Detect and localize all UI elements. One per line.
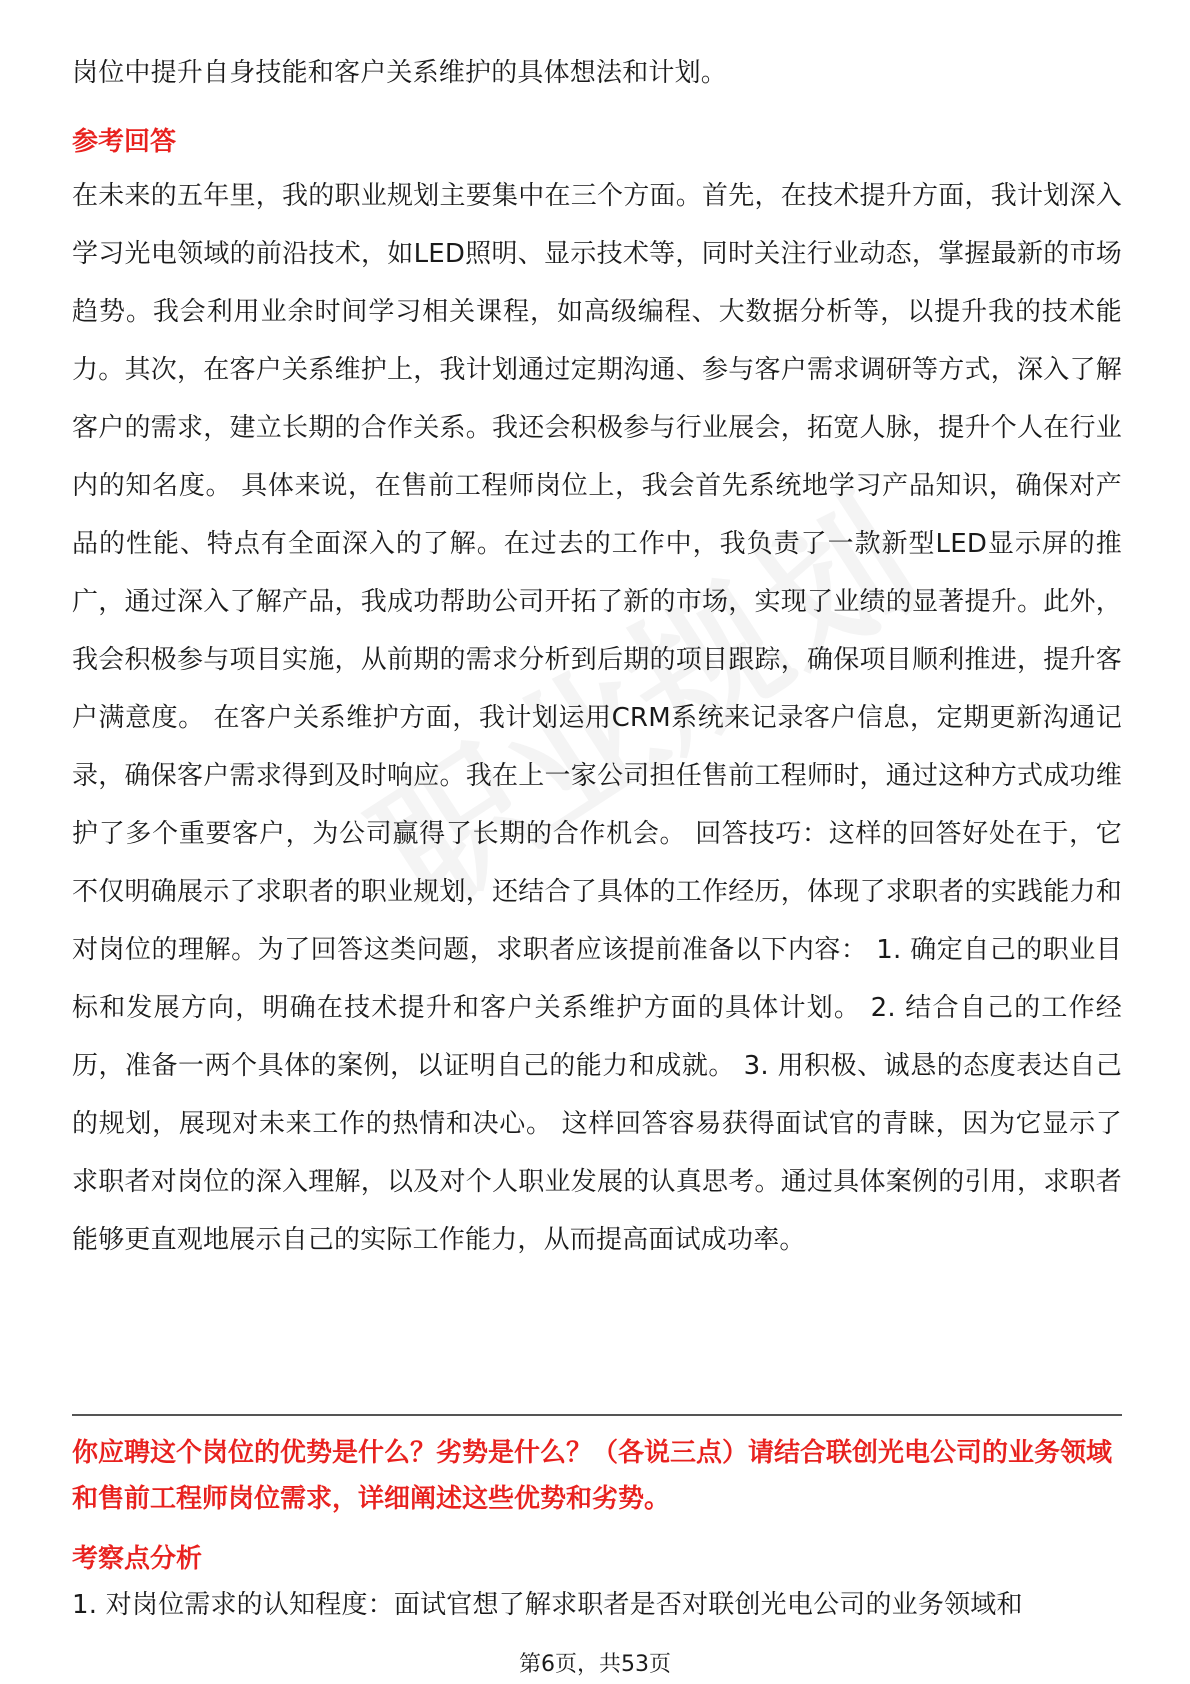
analysis-first-point: 1. 对岗位需求的认知程度：面试官想了解求职者是否对联创光电公司的业务领域和	[72, 1590, 1023, 1620]
intro-line: 岗位中提升自身技能和客户关系维护的具体想法和计划。	[72, 58, 728, 88]
page-number-footer: 第6页，共53页	[519, 1652, 671, 1677]
analysis-heading: 考察点分析	[72, 1544, 203, 1574]
reference-answer-body: 在未来的五年里，我的职业规划主要集中在三个方面。首先，在技术提升方面，我计划深入学习光电领域的前沿技术，如LED照明、显示技术等，同时关注行业动态，掌握最新的市场趋势。我会利用业余时间学习相关课程，如高级编程、大数据分析等，以提升我的技术能力。其次，在客户关系维护上，我计划通过定期沟通、参与客户需求调研等方式，深入了解客户的需求，建立长期的合作关系。我还会积极参与行业展会，拓宽人脉，提升个人在行业内的知名度。 具体来说，在售前工程师岗位上，我会首先系统地学习产品知识，确保对产品的性能、特点有全面深入的了解。在过去的工作中，我负责了一款新型LED显示屏的推广，通过深入了解产品，我成功帮助公司开拓了新的市场，实现了业绩的显著提升。此外，我会积极参与项目实施，从前期的需求分析到后期的项目跟踪，确保项目顺利推进，提升客户满意度。 在客户关系维护方面，我计划运用CRM系统来记录客户信息，定期更新沟通记录，确保客户需求得到及时响应。我在上一家公司担任售前工程师时，通过这种方式成功维护了多个重要客户，为公司赢得了长期的合作机会。 回答技巧：这样的回答好处在于，它不仅明确展示了求职者的职业规划，还结合了具体的工作经历，体现了求职者的实践能力和对岗位的理解。为了回答这类问题，求职者应该提前准备以下内容： 1. 确定自己的职业目标和发展方向，明确在技术提升和客户关系维护方面的具体计划。 2. 结合自己的工作经历，准备一两个具体的案例，以证明自己的能力和成就。 3. 用积极、诚恳的态度表达自己的规划，展现对未来工作的热情和决心。 这样回答容易获得面试官的青睐，因为它显示了求职者对岗位的深入理解，以及对个人职业发展的认真思考。通过具体案例的引用，求职者能够更直观地展示自己的实际工作能力，从而提高面试成功率。	[72, 181, 1123, 1255]
reference-answer-heading: 参考回答	[72, 127, 177, 157]
interview-question: 你应聘这个岗位的优势是什么？劣势是什么？（各说三点）请结合联创光电公司的业务领域和售前工程师岗位需求，详细阐述这些优势和劣势。	[72, 1438, 1113, 1514]
section-divider	[72, 1414, 1122, 1416]
